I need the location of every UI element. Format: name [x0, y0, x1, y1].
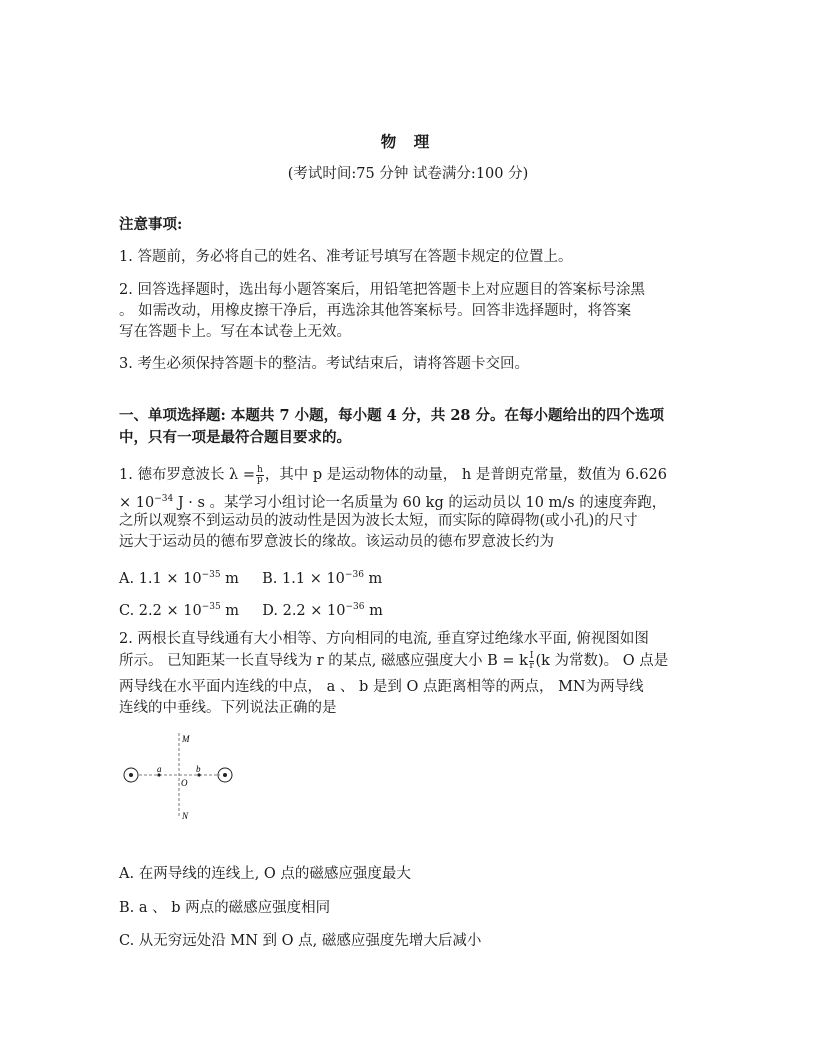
option-a-base: A. 1.1 × 10 — [119, 570, 202, 587]
q2-text-a: 所示。 已知距某一长直导线为 r 的某点, 磁感应强度大小 B = k — [119, 653, 528, 669]
fraction-denominator: p — [257, 474, 263, 485]
option-d-base: D. 2.2 × 10 — [262, 602, 346, 619]
fraction-numerator: h — [257, 464, 263, 475]
q2-option-c: C. 从无穷远处沿 MN 到 O 点, 磁感应强度先增大后减小 — [119, 933, 482, 949]
label-b: b — [196, 764, 201, 774]
notice-heading: 注意事项: — [119, 216, 183, 233]
notice-item-2-line-1: 2. 回答选择题时，选出每小题答案后，用铅笔把答题卡上对应题目的答案标号涂黑 — [119, 282, 645, 298]
q1-options-row-1 — [119, 565, 382, 589]
option-d-exp: −36 — [345, 602, 365, 612]
option-b-exp: −36 — [344, 570, 364, 580]
q2-line-2 — [119, 651, 668, 671]
wire-left-dot — [129, 773, 133, 777]
q2-option-b: B. a 、 b 两点的磁感应强度相同 — [119, 900, 331, 916]
q1-exponent: −34 — [154, 494, 174, 504]
wire-right-dot — [223, 773, 227, 777]
q1-option-b — [262, 571, 382, 587]
q1-line-3: 之所以观察不到运动员的波动性是因为波长太短，而实际的障碍物(或小孔)的尺寸 — [119, 513, 638, 529]
q1-line-2-base: × 10 — [119, 494, 155, 511]
option-d-unit: m — [364, 602, 383, 619]
b-fraction — [529, 652, 535, 671]
section-heading-line-1: 一、单项选择题: 本题共 7 小题，每小题 4 分，共 28 分。在每小题给出的四个选项 — [119, 407, 665, 424]
q2-line-3: 两导线在水平面内连线的中点， a 、 b 是到 O 点距离相等的两点， MN为两导线 — [119, 679, 644, 695]
q1-line-1 — [119, 465, 667, 485]
option-b-unit: m — [363, 570, 383, 587]
option-c-unit: m — [220, 602, 240, 619]
lambda-fraction — [256, 466, 264, 485]
q1-line-2 — [119, 489, 666, 513]
fraction-denominator: r — [529, 660, 534, 671]
q2-text-b: (k 为常数)。 O 点是 — [535, 653, 669, 669]
q1-line-4: 远大于运动员的德布罗意波长的缘故。该运动员的德布罗意波长约为 — [119, 534, 554, 550]
option-b-base: B. 1.1 × 10 — [262, 570, 345, 587]
option-a-exp: −35 — [201, 570, 221, 580]
wires-diagram — [115, 730, 245, 822]
notice-item-3: 3. 考生必须保持答题卡的整洁。考试结束后，请将答题卡交回。 — [119, 356, 529, 372]
q1-options-row-2 — [119, 597, 383, 621]
fraction-numerator: I — [529, 650, 534, 661]
q2-line-4: 连线的中垂线。下列说法正确的是 — [119, 700, 337, 716]
page-title: 物 理 — [380, 132, 436, 151]
q1-line-2-rest: J · s 。某学习小组讨论一名质量为 60 kg 的运动员以 10 m/s 的速度奔跑， — [173, 494, 667, 511]
notice-item-2-line-3: 写在答题卡上。写在本试卷上无效。 — [119, 324, 351, 340]
option-c-exp: −35 — [201, 602, 221, 612]
option-a-unit: m — [220, 570, 239, 587]
notice-item-1: 1. 答题前，务必将自己的姓名、准考证号填写在答题卡规定的位置上。 — [119, 249, 573, 265]
q1-option-d — [262, 603, 383, 619]
label-a: a — [157, 764, 162, 774]
section-heading-line-2: 中，只有一项是最符合题目要求的。 — [119, 429, 351, 446]
label-m: M — [182, 734, 190, 744]
q1-text-b: ，其中 p 是运动物体的动量， h 是普朗克常量，数值为 6.626 — [264, 467, 667, 483]
option-c-base: C. 2.2 × 10 — [119, 602, 202, 619]
label-o: O — [181, 778, 188, 788]
q2-option-a: A. 在两导线的连线上, O 点的磁感应强度最大 — [119, 866, 411, 882]
notice-item-2-line-2: 。 如需改动，用橡皮擦干净后，再选涂其他答案标号。回答非选择题时，将答案 — [119, 303, 632, 319]
label-n: N — [182, 811, 189, 821]
q2-line-1: 2. 两根长直导线通有大小相等、方向相同的电流, 垂直穿过绝缘水平面, 俯视图如图 — [119, 631, 649, 647]
q1-option-c — [119, 603, 239, 619]
q1-option-a — [119, 571, 239, 587]
exam-info: (考试时间:75 分钟 试卷满分:100 分) — [287, 166, 529, 182]
q1-text-a: 1. 德布罗意波长 λ = — [119, 467, 256, 483]
